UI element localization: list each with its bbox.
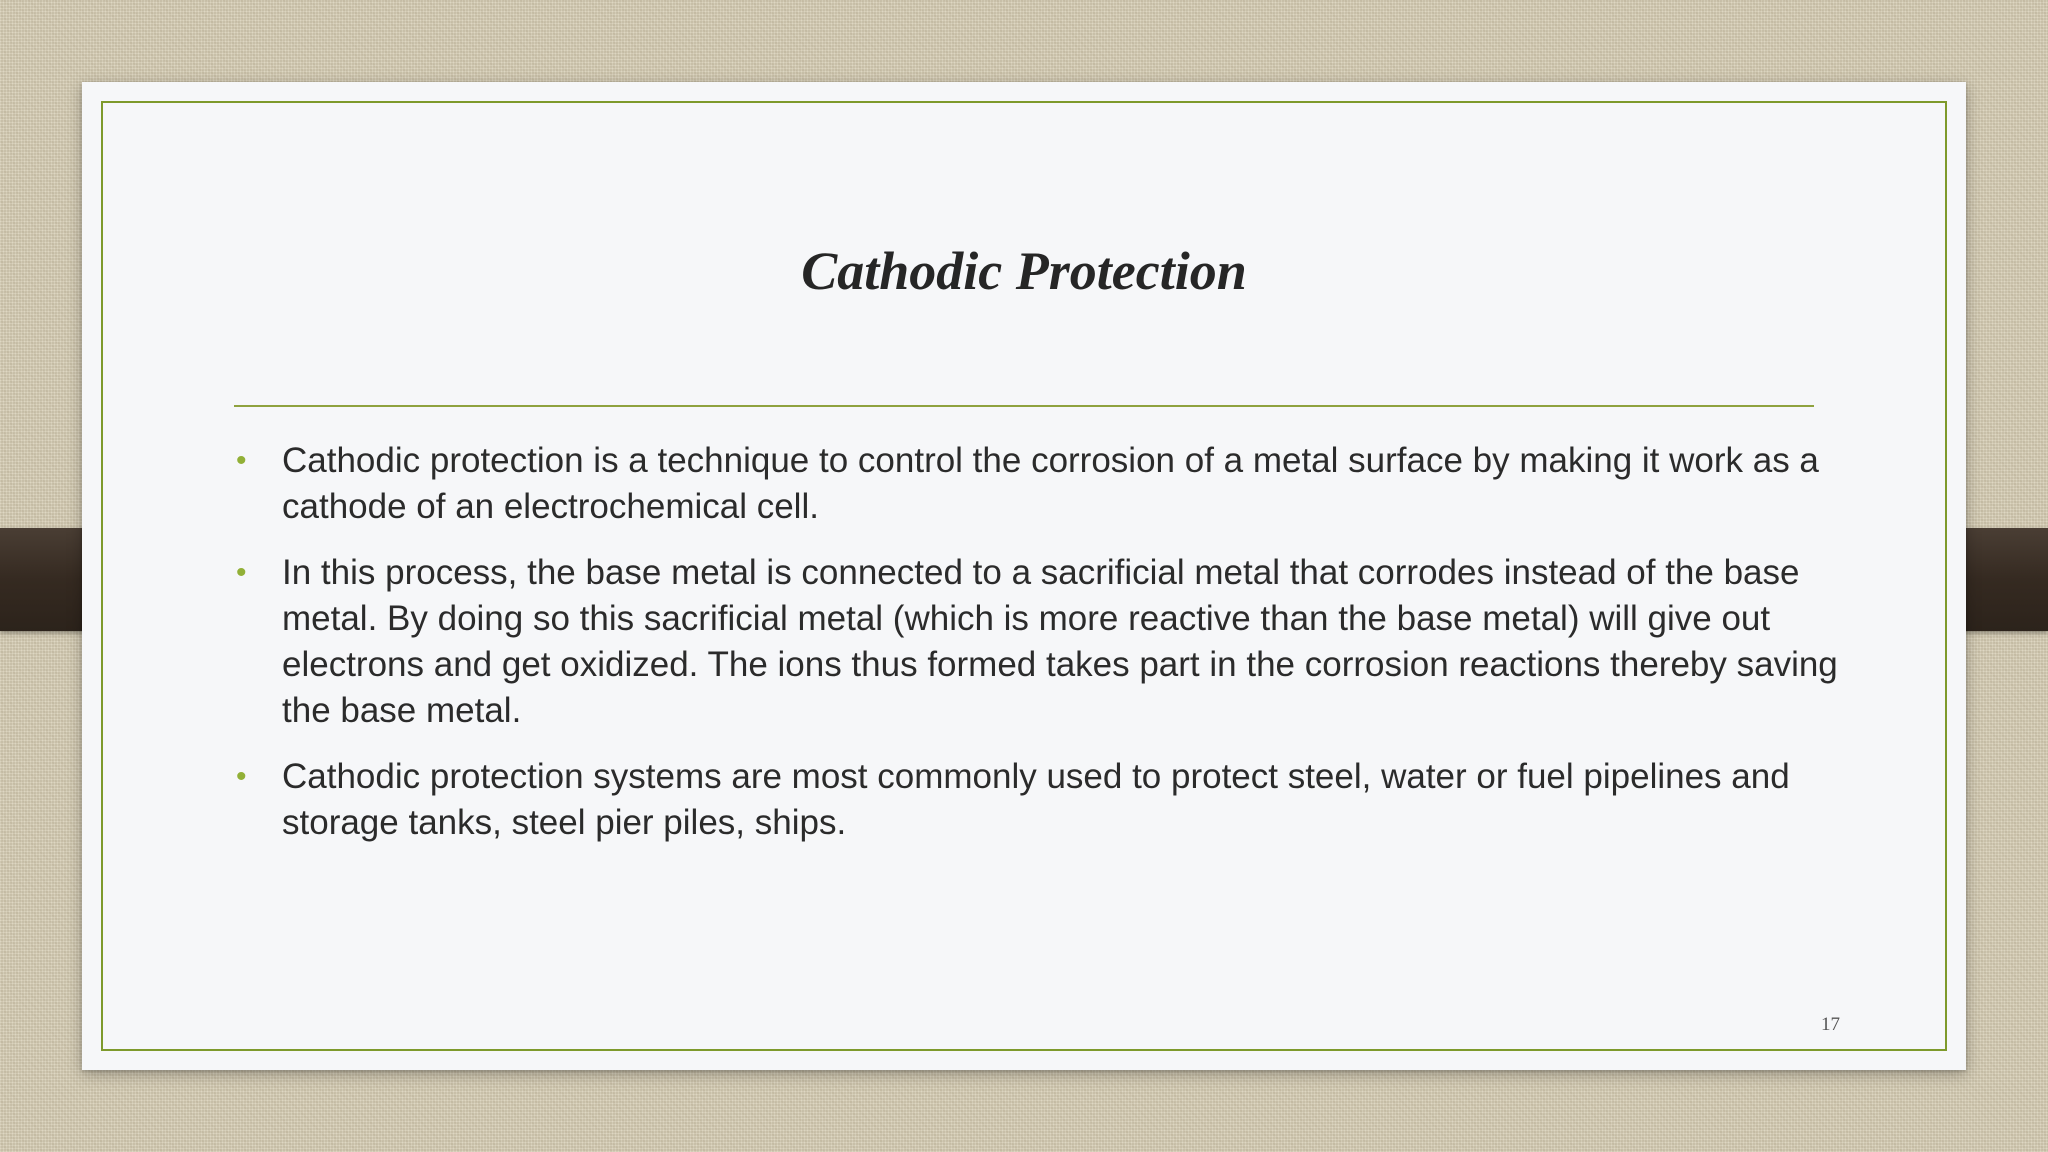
bullet-list [234, 438, 1884, 866]
bullet-item [234, 438, 1884, 530]
bullet-dot-icon: • [236, 556, 247, 589]
bullet-dot-icon: • [236, 760, 247, 793]
slide-card [82, 82, 1966, 1070]
bullet-item [234, 754, 1884, 846]
bullet-text: Cathodic protection systems are most commonly used to protect steel, water or fuel pipelines and storage tanks, steel pier piles, ships. [282, 757, 1790, 842]
bullet-item [234, 550, 1884, 734]
bullet-text: In this process, the base metal is connected to a sacrificial metal that corrodes instead of the base metal. By doing so this sacrificial metal (which is more reactive than the base metal) will give out electrons and get oxidized. The ions thus formed takes part in the corrosion reactions thereby saving the base metal. [282, 553, 1838, 730]
bullet-dot-icon: • [236, 444, 247, 477]
page-number: 17 [1821, 1014, 1840, 1035]
bullet-text: Cathodic protection is a technique to control the corrosion of a metal surface by making it work as a cathode of an electrochemical cell. [282, 441, 1819, 526]
title-divider [234, 405, 1814, 407]
slide-title: Cathodic Protection [801, 241, 1247, 301]
